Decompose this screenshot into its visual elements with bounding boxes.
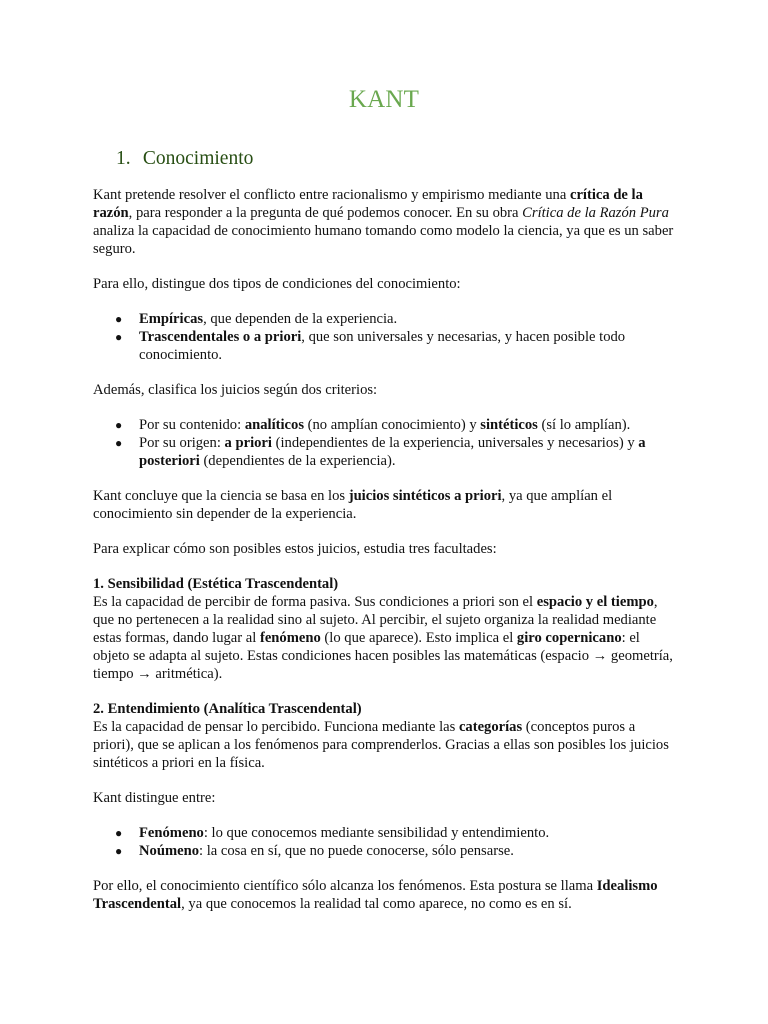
paragraph-conditions: Para ello, distingue dos tipos de condiciones del conocimiento: (93, 276, 461, 292)
text-run: , que dependen de la experiencia. (203, 311, 398, 327)
section-number: 1. (116, 148, 131, 169)
paragraph-intro (93, 186, 677, 258)
bullet-icon: ● (115, 418, 123, 432)
text-run: , que son universales y necesarias, y hacen posible todo conocimiento. (139, 329, 626, 363)
bold-term: Idealismo Trascendental (93, 878, 658, 912)
bold-term: analíticos (244, 417, 304, 433)
bold-term: sintéticos (480, 417, 538, 433)
text-run: : el objeto se adapta al sujeto. Estas condiciones hacen posibles las matemáticas (espacio → geometría, tiempo → aritmética). (93, 630, 673, 682)
bold-term: giro copernicano (516, 630, 622, 646)
text-run: , ya que conocemos la realidad tal como aparece, no como es en sí. (181, 896, 572, 912)
bullet-icon: ● (115, 844, 123, 858)
text-run: Por su origen: (139, 435, 225, 451)
bullet-icon: ● (115, 436, 123, 450)
list-item (93, 434, 677, 470)
text-run: : lo que conocemos mediante sensibilidad y entendimiento. (203, 825, 550, 841)
bold-term: crítica de la razón (93, 187, 643, 221)
bold-term: a posteriori (139, 435, 646, 469)
paragraph-conclusion (93, 487, 677, 523)
bold-term: Fenómeno (139, 825, 204, 841)
conditions-list (93, 310, 677, 364)
italic-work-title: Crítica de la Razón Pura (522, 205, 669, 221)
text-run: Es la capacidad de pensar lo percibido. Funciona mediante las (93, 719, 459, 735)
subheading-understanding: 2. Entendimiento (Analítica Trascendental) (93, 701, 362, 717)
bullet-icon: ● (115, 826, 123, 840)
paragraph-criteria: Además, clasifica los juicios según dos criterios: (93, 382, 378, 398)
bold-term: juicios sintéticos a priori (348, 488, 502, 504)
bold-term: a priori (224, 435, 272, 451)
text-run: Por su contenido: (139, 417, 245, 433)
list-item (93, 328, 677, 364)
criteria-list (93, 416, 677, 470)
bold-term: Noúmeno (139, 843, 199, 859)
phenomenon-list (93, 824, 677, 860)
text-run: (independientes de la experiencia, universales y necesarios) y (271, 435, 639, 451)
paragraph-faculties: Para explicar cómo son posibles estos juicios, estudia tres facultades: (93, 541, 497, 557)
text-run: (no amplían conocimiento) y (304, 417, 481, 433)
paragraph-idealism (93, 877, 677, 913)
paragraph-distinction: Kant distingue entre: (93, 790, 216, 806)
list-item (93, 310, 677, 328)
bold-term: fenómeno (259, 630, 321, 646)
bold-term: Empíricas (139, 311, 204, 327)
text-run: (dependientes de la experiencia). (199, 453, 396, 469)
bold-term: categorías (458, 719, 523, 735)
text-run: Kant pretende resolver el conflicto entre racionalismo y empirismo mediante una (93, 187, 570, 203)
bold-term: Trascendentales o a priori (139, 329, 302, 345)
section-heading (116, 148, 253, 170)
list-item (93, 842, 677, 860)
text-run: analiza la capacidad de conocimiento humano tomando como modelo la ciencia, ya que es un saber seguro. (93, 223, 674, 257)
text-run: , que no pertenecen a la realidad sino al sujeto. Al percibir, el sujeto organiza la realidad mediante estas formas, dando lugar al (93, 594, 658, 646)
subheading-sensibility: 1. Sensibilidad (Estética Trascendental) (93, 576, 339, 592)
text-run: : la cosa en sí, que no puede conocerse, sólo pensarse. (199, 843, 514, 859)
page-title: KANT (348, 86, 420, 113)
text-run: Por ello, el conocimiento científico sólo alcanza los fenómenos. Esta postura se llama (93, 878, 597, 894)
bullet-icon: ● (115, 330, 123, 344)
text-run: , ya que amplían el conocimiento sin depender de la experiencia. (93, 488, 613, 522)
bold-term: espacio y el tiempo (536, 594, 654, 610)
text-run: (lo que aparece). Esto implica el (320, 630, 517, 646)
text-run: , para responder a la pregunta de qué podemos conocer. En su obra (128, 205, 523, 221)
text-run: (sí lo amplían). (537, 417, 631, 433)
text-run: Kant concluye que la ciencia se basa en los (93, 488, 349, 504)
paragraph-understanding (93, 700, 677, 772)
text-run: (conceptos puros a priori), que se aplican a los fenómenos para comprenderlos. Gracias a ellas son posibles los juicios sintéticos a priori en la física. (93, 719, 669, 771)
paragraph-sensibility (93, 575, 677, 683)
list-item (93, 824, 677, 842)
list-item (93, 416, 677, 434)
text-run: Es la capacidad de percibir de forma pasiva. Sus condiciones a priori son el (93, 594, 537, 610)
document-body (93, 186, 677, 930)
section-heading-text: Conocimiento (142, 148, 254, 169)
bullet-icon: ● (115, 312, 123, 326)
